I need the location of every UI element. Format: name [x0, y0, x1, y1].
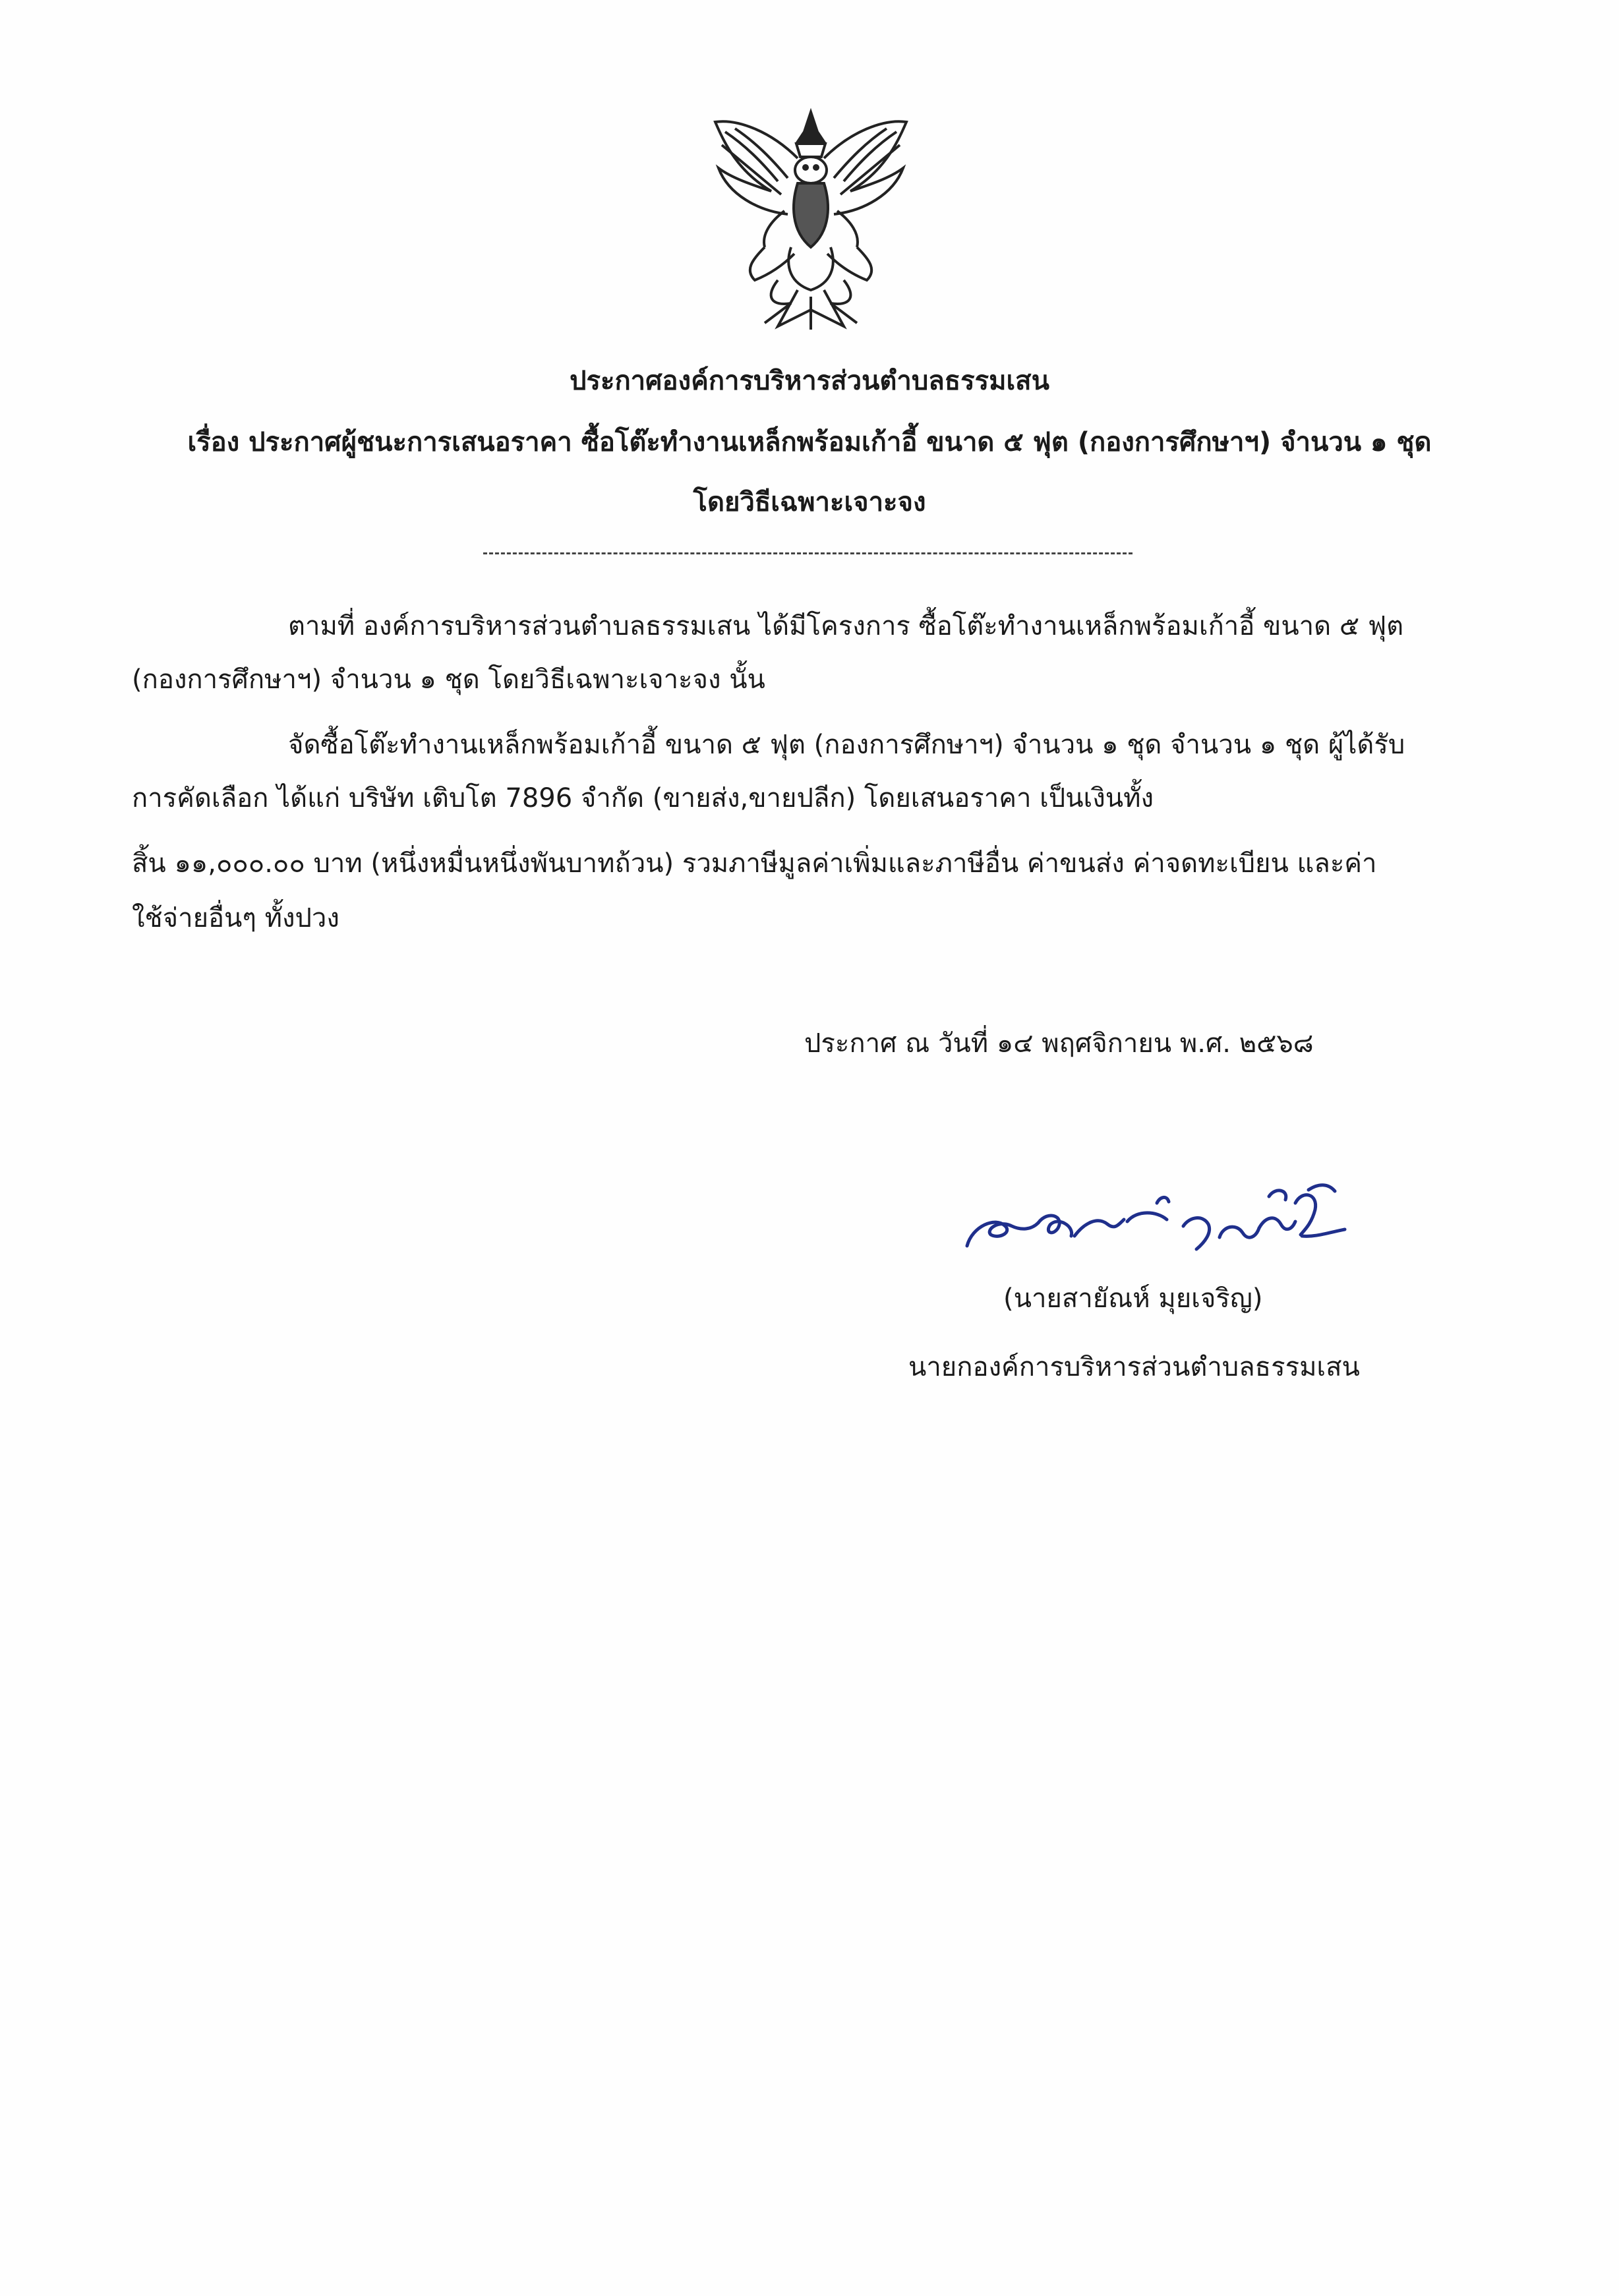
paragraph1-line1: ตามที่ องค์การบริหารส่วนตำบลธรรมเสน ได้มีโครงการ ซื้อโต๊ะทำงานเหล็กพร้อมเก้าอี้ ขนาด ๕ ฟุต	[288, 611, 1404, 641]
announcement-title: ประกาศองค์การบริหารส่วนตำบลธรรมเสน	[570, 366, 1049, 396]
announcement-subject: เรื่อง ประกาศผู้ชนะการเสนอราคา ซื้อโต๊ะทำงานเหล็กพร้อมเก้าอี้ ขนาด ๕ ฟุต (กองการศึกษาฯ) จำนวน ๑ ชุด	[187, 427, 1432, 457]
paragraph1-line2: (กองการศึกษาฯ) จำนวน ๑ ชุด โดยวิธีเฉพาะเจาะจง นั้น	[132, 664, 765, 695]
signer-name: (นายสายัณห์ มุยเจริญ)	[1003, 1283, 1263, 1314]
separator-line	[483, 552, 1133, 554]
handwritten-signature	[959, 1154, 1355, 1276]
signer-position: นายกองค์การบริหารส่วนตำบลธรรมเสน	[908, 1352, 1360, 1382]
paragraph2-line4: ใช้จ่ายอื่นๆ ทั้งปวง	[132, 903, 339, 933]
announcement-method: โดยวิธีเฉพาะเจาะจง	[693, 487, 926, 517]
paragraph2-line3: สิ้น ๑๑,๐๐๐.๐๐ บาท (หนึ่งหมื่นหนึ่งพันบาทถ้วน) รวมภาษีมูลค่าเพิ่มและภาษีอื่น ค่าขนส่ง ค่าจดทะเบียน และค่า	[132, 848, 1377, 879]
paragraph2-line1: จัดซื้อโต๊ะทำงานเหล็กพร้อมเก้าอี้ ขนาด ๕ ฟุต (กองการศึกษาฯ) จำนวน ๑ ชุด จำนวน ๑ ชุด ผู้ได้รับ	[288, 730, 1405, 760]
garuda-emblem-icon	[699, 105, 923, 333]
signature-text: สายัณห์ มุยเจริญ	[959, 1154, 1036, 1166]
announcement-date: ประกาศ ณ วันที่ ๑๔ พฤศจิกายน พ.ศ. ๒๕๖๘	[804, 1028, 1314, 1059]
paragraph2-line2: การคัดเลือก ได้แก่ บริษัท เติบโต 7896 จำกัด (ขายส่ง,ขายปลีก) โดยเสนอราคา เป็นเงินทั้ง	[132, 783, 1154, 813]
